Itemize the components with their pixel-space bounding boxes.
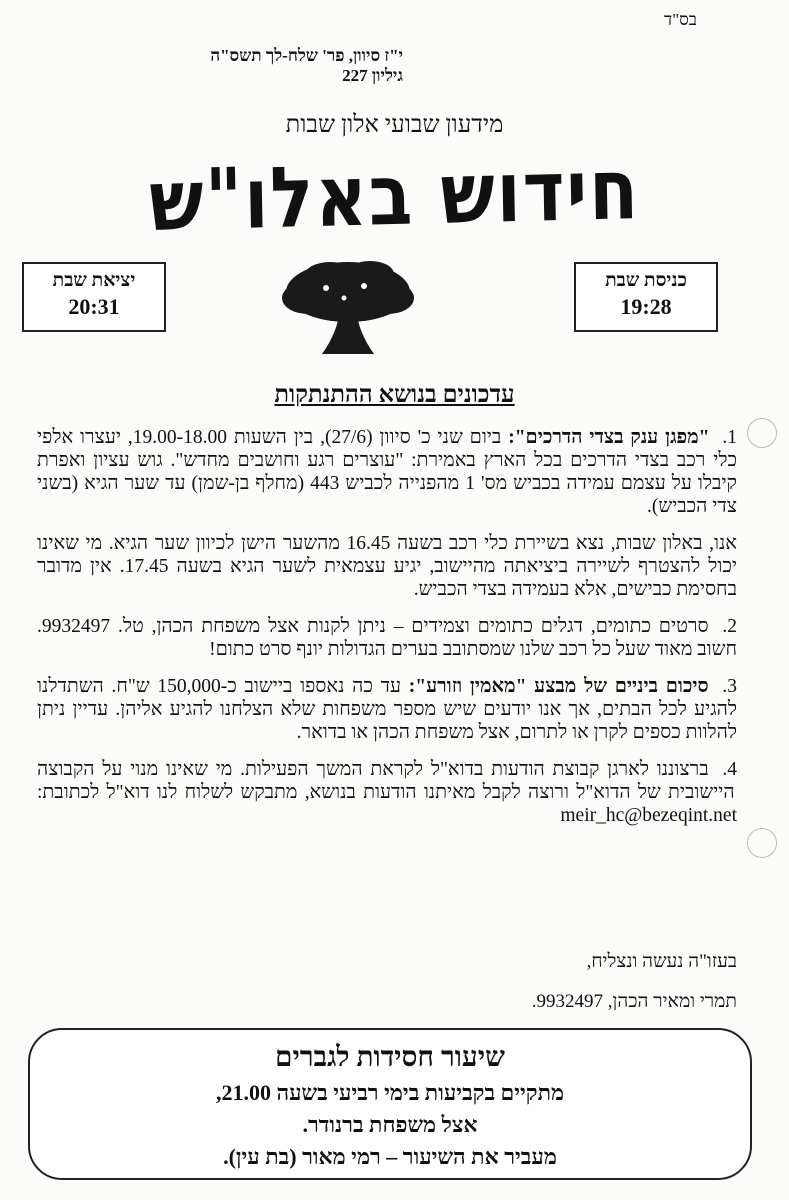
newsletter-subtitle: מידעון שבועי אלון שבות <box>285 112 504 138</box>
bsd-mark: בס"ד <box>664 10 697 29</box>
item-text: עד כה נאספו ביישוב כ-150,000 ש"ח. השתדלנו להגיע לכל הבתים, אך אנו יודעים שיש מספר משפחות שלא הצלחנו להגיע אליהן. עדיין ניתן להלוות כספים לקרן או לתרום, אצל משפחת הכהן או בדואר. <box>37 676 737 743</box>
list-item <box>37 615 737 661</box>
shabbat-entry-time: 19:28 <box>620 294 672 319</box>
item-text: ברצוננו לארגן קבוצת הודעות בדוא"ל לקראת המשך הפעילות. מי שאינו מנוי על הקבוצה היישובית של הדוא"ל ורוצה לקבל מאיתנו הודעות בנושא, מתבקש לשלוח לנו דוא"ל לכתובת: <box>37 759 735 803</box>
item-number: 2. <box>722 616 737 637</box>
shabbat-exit-label: יציאת שבת <box>52 270 136 291</box>
list-item <box>37 758 737 827</box>
signature-names: תמרי ומאיר הכהן, 9932497. <box>531 991 737 1012</box>
shabbat-exit-time: 20:31 <box>68 294 120 319</box>
class-title: שיעור חסידות לגברים <box>275 1042 505 1073</box>
signature-block <box>337 942 737 1022</box>
shabbat-entry-box <box>574 262 718 332</box>
list-item <box>37 675 737 744</box>
shabbat-exit-box <box>22 262 166 332</box>
class-location: אצל משפחת ברנודר. <box>302 1112 478 1137</box>
binder-hole-icon <box>747 828 777 858</box>
list-item <box>37 426 737 601</box>
updates-list <box>37 426 737 841</box>
class-teacher: מעביר את השיעור – רמי מאור (בת עין). <box>223 1144 557 1169</box>
updates-headline: עדכונים בנושא ההתנתקות <box>274 382 515 408</box>
binder-hole-icon <box>747 418 777 448</box>
item-text: ביום שני כ' סיוון (27/6), בין השעות 19.00-18.00, יעצרו אלפי כלי רכב בצדי הדרכים בכל הארץ באמירת: "עוצרים רגע וחושבים מחדש". גוש עציון ואפרת קיבלו על עצמם עמידה בכביש מס' 1 מהפנייה לכביש 443 (מחלף בן-שמן) עד שער הגיא (בשני צדי הכביש). <box>37 427 737 517</box>
item-number: 1. <box>722 427 738 448</box>
item-heading: סיכום ביניים של מבצע "מאמין וזורע": <box>408 676 709 697</box>
item-text: סרטים כתומים, דגלים כתומים וצמידים – ניתן לקנות אצל משפחת הכהן, טל. 9932497. חשוב מאוד שעל כל רכב שלנו שמסתובב בערים הגדולות יונף סרט כתום! <box>37 616 737 660</box>
item-text-continued: אנו, באלון שבות, נצא בשיירת כלי רכב בשעה 16.45 מהשער הישן לכיוון שער הגיא. מי שאינו יכול להצטרף לשיירה ביציאתה מהיישוב, יגיע עצמאית לשער הגיא בשעה 17.45. אין מדובר בחסימת כבישים, אלא בעמידה בצדי הכביש. <box>37 533 737 600</box>
date-block <box>83 46 403 86</box>
class-schedule: מתקיים בקביעות בימי רביעי בשעה 21.00, <box>215 1080 565 1105</box>
date-line: י"ז סיוון, פר' שלח-לך תשס"ה <box>210 46 403 65</box>
oak-tree-logo-icon <box>278 258 418 358</box>
contact-email: meir_hc@bezeqint.net <box>560 805 737 826</box>
item-number: 4. <box>722 759 738 780</box>
item-number: 3. <box>722 676 737 697</box>
torah-class-announcement <box>28 1028 752 1180</box>
item-heading: "מפגן ענק בצדי הדרכים": <box>508 427 710 448</box>
signature-blessing: בעזו"ה נעשה ונצליח, <box>586 951 737 972</box>
masthead-title: חידוש באלו"ש <box>148 139 641 251</box>
issue-number: גיליון 227 <box>342 66 403 85</box>
shabbat-entry-label: כניסת שבת <box>605 270 687 291</box>
